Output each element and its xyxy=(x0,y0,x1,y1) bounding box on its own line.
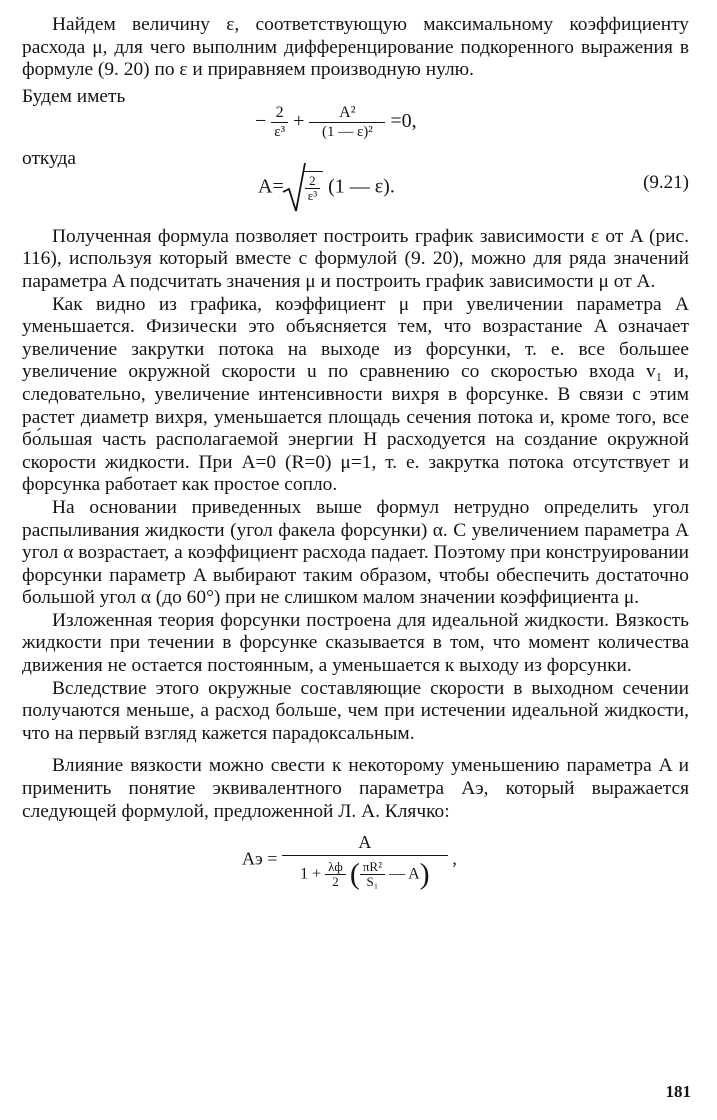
formula-block-3 xyxy=(22,823,689,911)
page-body xyxy=(22,14,689,911)
paragraph-1: Найдем величину ε, соответствующую максимальному коэффициенту расхода μ, для чего выполним дифференцирование подкоренного выражения в формуле (9. 20) по ε и приравняем производную нулю. xyxy=(22,14,689,81)
equation-derivative: − $\frac{2}{\text{ε³}}$ + $\frac{\text{A²}}{\text{(1 — ε)²}}$ =0, xyxy=(255,103,417,140)
equation-equivalent-param: Aэ = A 1 + $\frac{\lambda ф}{2}$ ( $\frac{\text{πR²}}{\text{S₁}}$ — A) , xyxy=(242,829,457,889)
paragraph-3: Как видно из графика, коэффициент μ при увеличении параметра A уменьшается. Физически это объясняется тем, что возрастание A означает увеличение закрутки потока на выходе из форсунки, т. е. все большее увеличение окружной скорости u по сравнению со скоростью входа v₁ и, следовательно, увеличение интенсивности вихря в форсунке. В связи с этим растет диаметр вихря, уменьшается площадь сечения потока и, кроме того, все бо́льшая часть располагаемой энергии H расходуется на создание окружной скорости жидкости. При A=0 (R=0) μ=1, т. е. закрутка потока отсутствует и форсунка работает как простое сопло. xyxy=(22,293,689,496)
equation-9-21: A= $\frac{2}{\text{ε³}}$ (1 — ε). xyxy=(258,162,395,212)
paragraph-2: Полученная формула позволяет построить график зависимости ε от A (рис. 116), используя который вместе с формулой (9. 20), можно для ряда значений параметра A подсчитать значения μ и построить график зависимости μ от A. xyxy=(22,225,689,292)
equation-number: (9.21) xyxy=(643,171,689,193)
paragraph-6: Вследствие этого окружные составляющие скорости в выходном сечении получаются меньше, а расход больше, чем при истечении идеальной жидкости, что на первый взгляд кажется парадоксальным. xyxy=(22,677,689,744)
paragraph-4: На основании приведенных выше формул нетрудно определить угол распыливания жидкости (угол факела форсунки) α. С увеличением параметра A угол α возрастает, а коэффициент расхода падает. Поэтому при конструировании форсунки параметр A выбирают таким образом, чтобы обеспечить достаточно большой угол α (до 60°) при не слишком малом значении коэффициента μ. xyxy=(22,496,689,609)
page-number: 181 xyxy=(665,1082,691,1101)
formula-block-1 xyxy=(22,86,689,148)
label-otkuda: откуда xyxy=(22,147,77,169)
label-budem: Будем иметь xyxy=(22,85,126,107)
paragraph-5: Изложенная теория форсунки построена для идеальной жидкости. Вязкость жидкости при течении в форсунке сказывается в том, что момент количества движения не остается постоянным, а уменьшается к выходу из форсунки. xyxy=(22,609,689,677)
formula-block-2 xyxy=(22,148,689,220)
paragraph-7: Влияние вязкости можно свести к некоторому уменьшению параметра A и применить понятие эквивалентного параметра Aэ, который выражается следующей формулой, предложенной Л. А. Клячко: xyxy=(22,755,689,822)
